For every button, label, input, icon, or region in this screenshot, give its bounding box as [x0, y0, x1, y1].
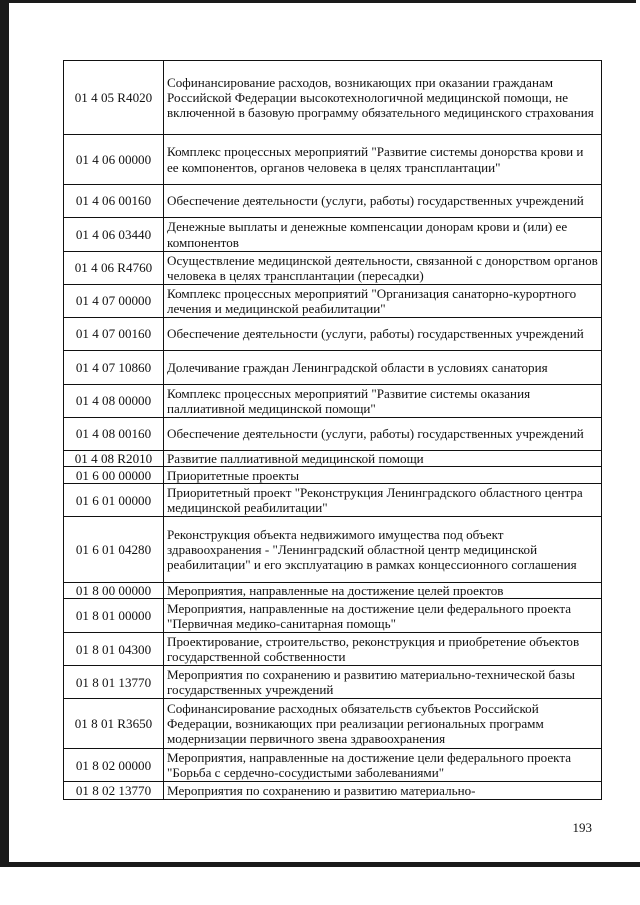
- classification-code: 01 4 06 00160: [64, 185, 164, 218]
- expense-description: Комплекс процессных мероприятий "Организация санаторно-курортного лечения и медицинской реабилитации": [164, 285, 602, 318]
- scan-border-left: [0, 0, 9, 866]
- classification-code: 01 8 01 04300: [64, 633, 164, 666]
- table-body: [64, 61, 602, 800]
- expense-description: Проектирование, строительство, реконструкция и приобретение объектов государственной собственности: [164, 633, 602, 666]
- table-row: [64, 599, 602, 633]
- table-row: [64, 633, 602, 666]
- expense-description: Реконструкция объекта недвижимого имущества под объект здравоохранения - "Ленинградский областной центр медицинской реабилитации" и его эксплуатацию в рамках концессионного соглашения: [164, 517, 602, 583]
- classification-code: 01 4 05 R4020: [64, 61, 164, 135]
- table-row: [64, 517, 602, 583]
- expense-description: Комплекс процессных мероприятий "Развитие системы донорства крови и ее компонентов, органов человека в целях трансплантации": [164, 135, 602, 185]
- table-row: [64, 318, 602, 351]
- expense-description: Мероприятия по сохранению и развитию материально-: [164, 782, 602, 800]
- classification-code: 01 8 00 00000: [64, 583, 164, 599]
- classification-code: 01 8 02 13770: [64, 782, 164, 800]
- budget-classification-table: [63, 60, 602, 800]
- scan-border-top: [8, 0, 636, 3]
- expense-description: Мероприятия, направленные на достижение цели федерального проекта "Первичная медико-санитарная помощь": [164, 599, 602, 633]
- classification-code: 01 4 07 10860: [64, 351, 164, 385]
- expense-description: Комплекс процессных мероприятий "Развитие системы оказания паллиативной медицинской помощи": [164, 385, 602, 418]
- table-row: [64, 583, 602, 599]
- scan-border-bottom: [0, 862, 640, 867]
- table-row: [64, 185, 602, 218]
- classification-code: 01 4 08 00160: [64, 418, 164, 451]
- expense-description: Долечивание граждан Ленинградской области в условиях санатория: [164, 351, 602, 385]
- table-row: [64, 451, 602, 467]
- table-row: [64, 749, 602, 782]
- expense-description: Софинансирование расходных обязательств субъектов Российской Федерации, возникающих при реализации региональных программ модернизации первичного звена здравоохранения: [164, 699, 602, 749]
- table-row: [64, 418, 602, 451]
- classification-code: 01 4 06 03440: [64, 218, 164, 252]
- table-row: [64, 351, 602, 385]
- classification-code: 01 6 00 00000: [64, 467, 164, 484]
- expense-description: Мероприятия по сохранению и развитию материально-технической базы государственных учреждений: [164, 666, 602, 699]
- expense-description: Мероприятия, направленные на достижение цели федерального проекта "Борьба с сердечно-сосудистыми заболеваниями": [164, 749, 602, 782]
- expense-description: Приоритетный проект "Реконструкция Ленинградского областного центра медицинской реабилитации": [164, 484, 602, 517]
- table-row: [64, 782, 602, 800]
- table-row: [64, 61, 602, 135]
- classification-code: 01 4 06 00000: [64, 135, 164, 185]
- classification-code: 01 8 01 13770: [64, 666, 164, 699]
- page-number: 193: [572, 820, 592, 835]
- classification-code: 01 8 02 00000: [64, 749, 164, 782]
- table-row: [64, 218, 602, 252]
- expense-description: Осуществление медицинской деятельности, связанной с донорством органов человека в целях трансплантации (пересадки): [164, 252, 602, 285]
- table-row: [64, 699, 602, 749]
- table-row: [64, 467, 602, 484]
- expense-description: Денежные выплаты и денежные компенсации донорам крови и (или) ее компонентов: [164, 218, 602, 252]
- expense-description: Обеспечение деятельности (услуги, работы) государственных учреждений: [164, 318, 602, 351]
- table-row: [64, 666, 602, 699]
- table-row: [64, 285, 602, 318]
- classification-code: 01 4 06 R4760: [64, 252, 164, 285]
- expense-description: Приоритетные проекты: [164, 467, 602, 484]
- classification-code: 01 6 01 00000: [64, 484, 164, 517]
- classification-code: 01 8 01 R3650: [64, 699, 164, 749]
- classification-code: 01 4 08 00000: [64, 385, 164, 418]
- classification-code: 01 4 07 00160: [64, 318, 164, 351]
- classification-code: 01 4 07 00000: [64, 285, 164, 318]
- classification-code: 01 4 08 R2010: [64, 451, 164, 467]
- expense-description: Софинансирование расходов, возникающих при оказании гражданам Российской Федерации высокотехнологичной медицинской помощи, не включенной в базовую программу обязательного медицинского страхования: [164, 61, 602, 135]
- table-row: [64, 484, 602, 517]
- expense-description: Обеспечение деятельности (услуги, работы) государственных учреждений: [164, 418, 602, 451]
- classification-code: 01 8 01 00000: [64, 599, 164, 633]
- table-row: [64, 385, 602, 418]
- table-row: [64, 252, 602, 285]
- expense-description: Мероприятия, направленные на достижение целей проектов: [164, 583, 602, 599]
- classification-code: 01 6 01 04280: [64, 517, 164, 583]
- table-row: [64, 135, 602, 185]
- expense-description: Обеспечение деятельности (услуги, работы) государственных учреждений: [164, 185, 602, 218]
- expense-description: Развитие паллиативной медицинской помощи: [164, 451, 602, 467]
